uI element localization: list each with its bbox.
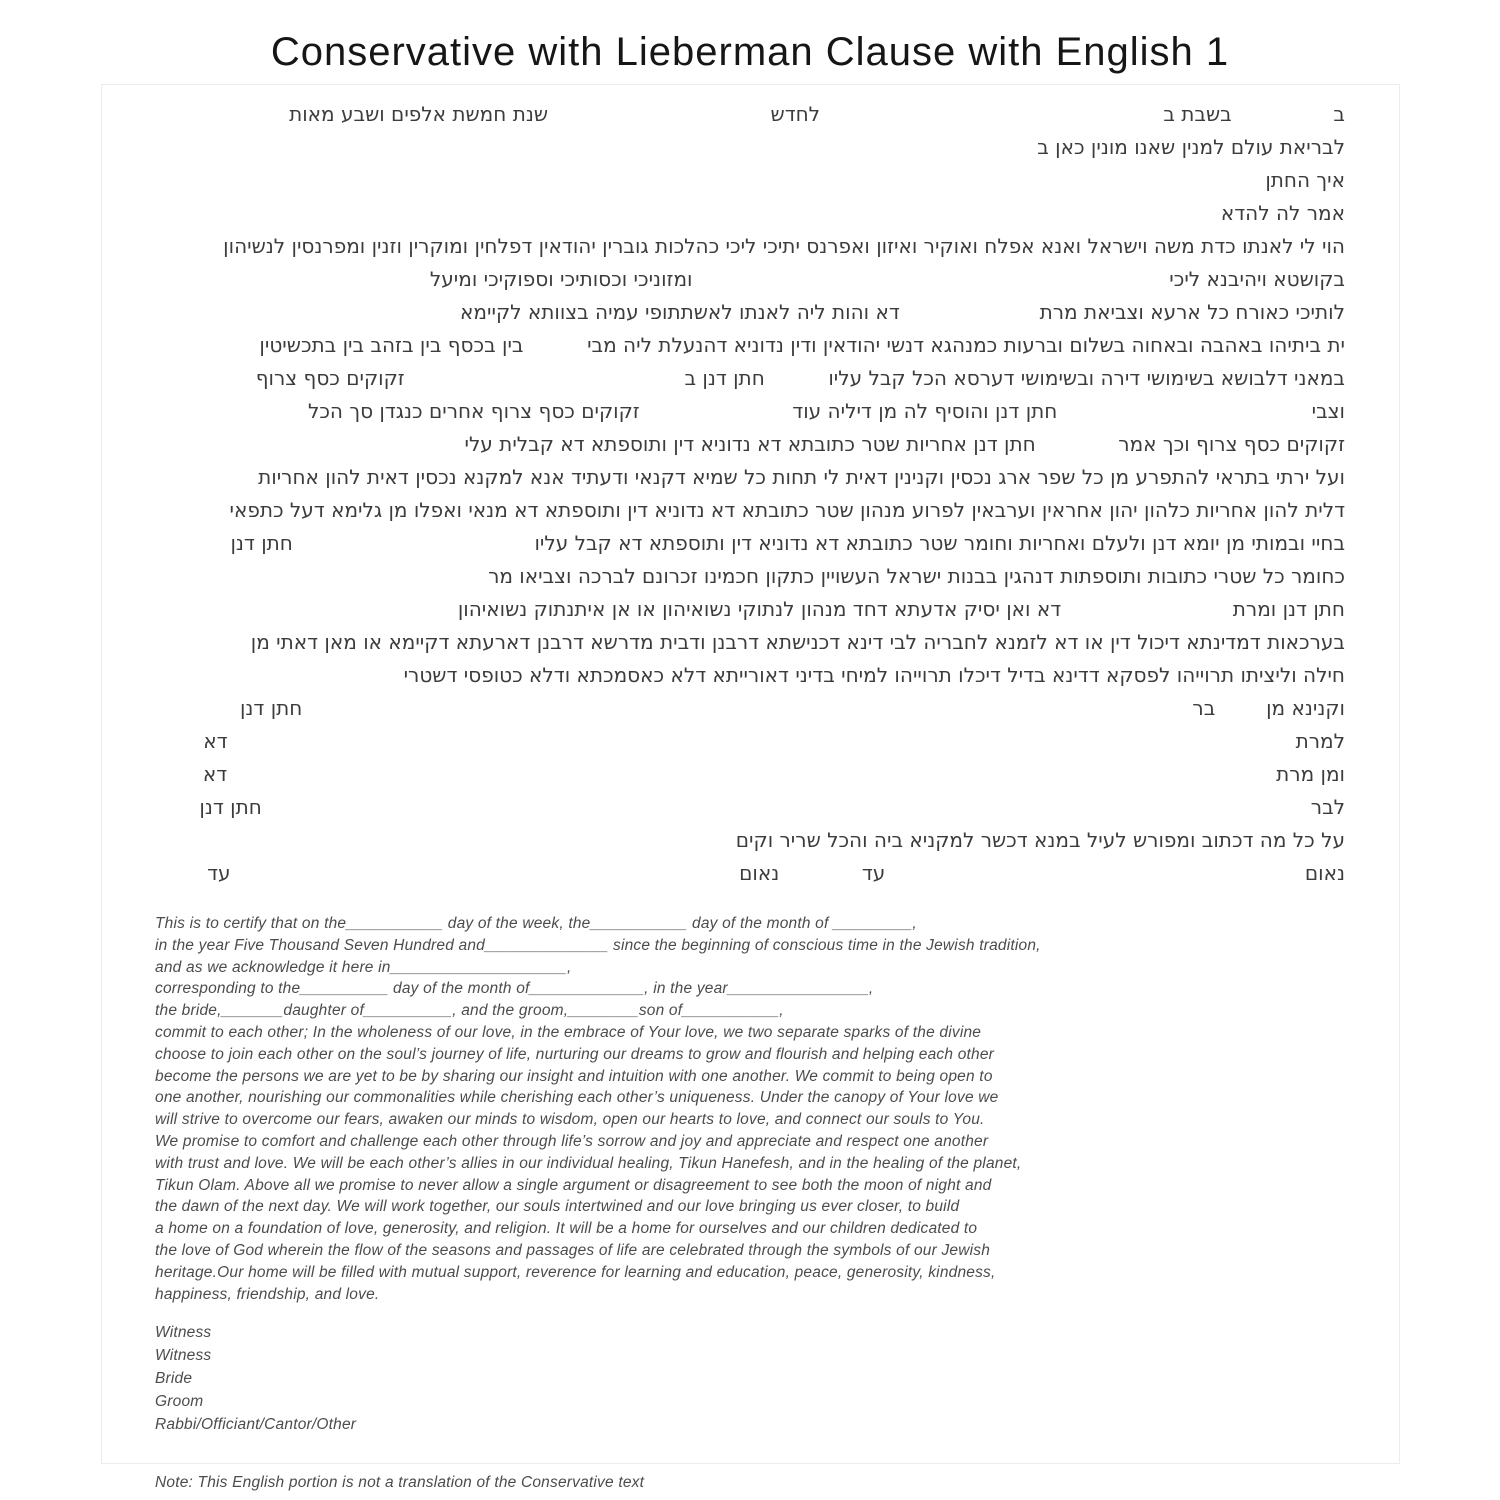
english-line-7: choose to join each other on the soul’s journey of life, nurturing our dreams to grow and flourish and helping each other — [155, 1045, 995, 1063]
hebrew-line-10: וצבי חתן דנן והוסיף לה מן דיליה עוד זקוקים כסף צרוף אחרים כנגדן סך הכל — [307, 399, 1345, 423]
english-line-18: happiness, friendship, and love. — [155, 1285, 380, 1303]
hebrew-line-5: הוי לי לאנתו כדת משה וישראל ואנא אפלח ואוקיר ואיזון ואפרנס יתיכי ליכי כהלכות גוברין יהודאין דפלחין ומוקרין וזנין ומפרנסין לנשיהון — [223, 234, 1345, 258]
english-text-block — [155, 913, 1275, 1494]
english-line-15: a home on a foundation of love, generosity, and religion. It will be a home for ourselves and our children dedicated to — [155, 1220, 978, 1238]
signature-groom: Groom — [155, 1393, 204, 1411]
english-line-2: in the year Five Thousand Seven Hundred and______________ since the beginning of conscious time in the Jewish tradition, — [155, 936, 1041, 954]
signature-witness-2: Witness — [155, 1347, 212, 1365]
hebrew-line-14: בחיי ובמותי מן יומא דנן ולעלם ואחריות וחומר שטר כתובתא דא נדוניא דין ותוספתא דא קבל עליו חתן דנן — [230, 531, 1345, 555]
hebrew-line-24: נאום עד נאום עד — [207, 861, 1345, 885]
english-line-5: the bride,_______daughter of__________, and the groom,________son of___________, — [155, 1002, 784, 1020]
hebrew-line-2: לבריאת עולם למנין שאנו מונין כאן ב — [1037, 135, 1345, 159]
english-line-11: We promise to comfort and challenge each other through life’s sorrow and joy and appreciate and respect one another — [155, 1132, 989, 1150]
english-line-9: one another, nourishing our commonalities while cherishing each other’s uniqueness. Under the canopy of Your love we — [155, 1089, 999, 1107]
english-line-16: the love of God wherein the flow of the seasons and passages of life are celebrated through the symbols of our Jewish — [155, 1241, 991, 1259]
hebrew-line-23: על כל מה דכתוב ומפורש לעיל במנא דכשר למקניא ביה והכל שריר וקים — [735, 828, 1345, 852]
hebrew-line-22: לבר חתן דנן — [199, 795, 1345, 819]
hebrew-line-11: זקוקים כסף צרוף וכך אמר חתן דנן אחריות שטר כתובתא דא נדוניא דין ותוספתא דא קבלית עלי — [464, 432, 1345, 456]
english-line-17: heritage.Our home will be filled with mutual support, reverence for learning and education, peace, generosity, kindness, — [155, 1263, 996, 1281]
english-line-12: with trust and love. We will be each other’s allies in our individual healing, Tikun Hanefesh, and in the healing of the planet, — [155, 1154, 1022, 1172]
english-line-8: become the persons we are yet to be by sharing our insight and intuition with one another. We commit to being open to — [155, 1067, 993, 1085]
signature-witness-1: Witness — [155, 1324, 212, 1342]
hebrew-line-8: ית ביתיהו באהבה ובאחוה בשלום וברעות כמנהגא דנשי יהודאין ודין נדוניא דהנעלת ליה מבי בין בכסף בין בזהב בין בתכשיטין — [259, 333, 1345, 357]
english-line-10: will strive to overcome our fears, awaken our minds to wisdom, open our hearts to love, and connect our souls to You. — [155, 1111, 985, 1129]
hebrew-line-1: ב בשבת ב לחדש שנת חמשת אלפים ושבע מאות — [289, 102, 1345, 126]
hebrew-line-4: אמר לה להדא — [1220, 201, 1345, 225]
hebrew-line-15: כחומר כל שטרי כתובות ותוספתות דנהגין בבנות ישראל העשויין כתקון חכמינו זכרונם לברכה וצביאו מר — [488, 564, 1345, 588]
english-line-1: This is to certify that on the___________ day of the week, the___________ day of the month of _________, — [155, 915, 917, 932]
english-line-3: and as we acknowledge it here in____________________, — [155, 958, 572, 976]
hebrew-line-18: חילה וליציתו תרוייהו לפסקא דדינא בדיל דיכלו תרוייהו למיחי בדיני דאורייתא דלא כאסמכתא ודלא כטופסי דשטרי — [403, 663, 1345, 687]
footnote: Note: This English portion is not a translation of the Conservative text — [155, 1474, 645, 1492]
hebrew-text-block — [155, 98, 1345, 890]
hebrew-line-21: ומן מרת דא — [202, 762, 1345, 786]
english-line-13: Tikun Olam. Above all we promise to never allow a single argument or disagreement to see both the moon of night and — [155, 1176, 992, 1194]
hebrew-line-19: וקנינא מן בר חתן דנן — [239, 696, 1345, 720]
signature-officiant: Rabbi/Officiant/Cantor/Other — [155, 1416, 357, 1434]
hebrew-line-3: איך החתן — [1265, 168, 1345, 192]
english-line-14: the dawn of the next day. We will work together, our souls intertwined and our love bringing us ever closer, to build — [155, 1198, 960, 1216]
hebrew-line-17: בערכאות דמדינתא דיכול דין או דא לזמנא לחבריה לבי דינא דכנישתא דרבנן ודבית מדרשא דרבנן דארעתא דקיימא או מאן דאתי מן — [250, 630, 1345, 654]
page-title: Conservative with Lieberman Clause with English 1 — [270, 30, 1230, 74]
signature-bride: Bride — [155, 1370, 193, 1388]
hebrew-line-13: דלית להון אחריות כלהון יהון אחראין וערבאין לפרוע מנהון שטר כתובתא דא נדוניא דין ותוספתא דא מנאי ואפלו מן גלימא דעל כתפאי — [229, 498, 1345, 522]
hebrew-line-12: ועל ירתי בתראי להתפרע מן כל שפר ארג נכסין וקנינין דאית לי תחות כל שמיא דקנאי ודעתיד אנא למקנא נכסין דאית להון אחריות — [258, 465, 1345, 489]
english-line-6: commit to each other; In the wholeness of our love, in the embrace of Your love, we two separate sparks of the divine — [155, 1023, 982, 1041]
hebrew-line-9: במאני דלבושא בשימושי דירה ובשימושי דערסא הכל קבל עליו חתן דנן ב זקוקים כסף צרוף — [255, 366, 1345, 390]
english-line-4: corresponding to the__________ day of the month of_____________, in the year________________, — [155, 980, 874, 998]
hebrew-line-7: לותיכי כאורח כל ארעא וצביאת מרת דא והות ליה לאנתו לאשתתופי עמיה בצוותא לקיימא — [460, 300, 1345, 324]
hebrew-line-6: בקושטא ויהיבנא ליכי ומזוניכי וכסותיכי וספוקיכי ומיעל — [429, 267, 1345, 291]
hebrew-line-16: חתן דנן ומרת דא ואן יסיק אדעתא דחד מנהון לנתוקי נשואיהון או אן איתנתוק נשואיהון — [457, 597, 1345, 621]
hebrew-line-20: למרת דא — [203, 729, 1345, 753]
signature-labels — [155, 1321, 1275, 1436]
